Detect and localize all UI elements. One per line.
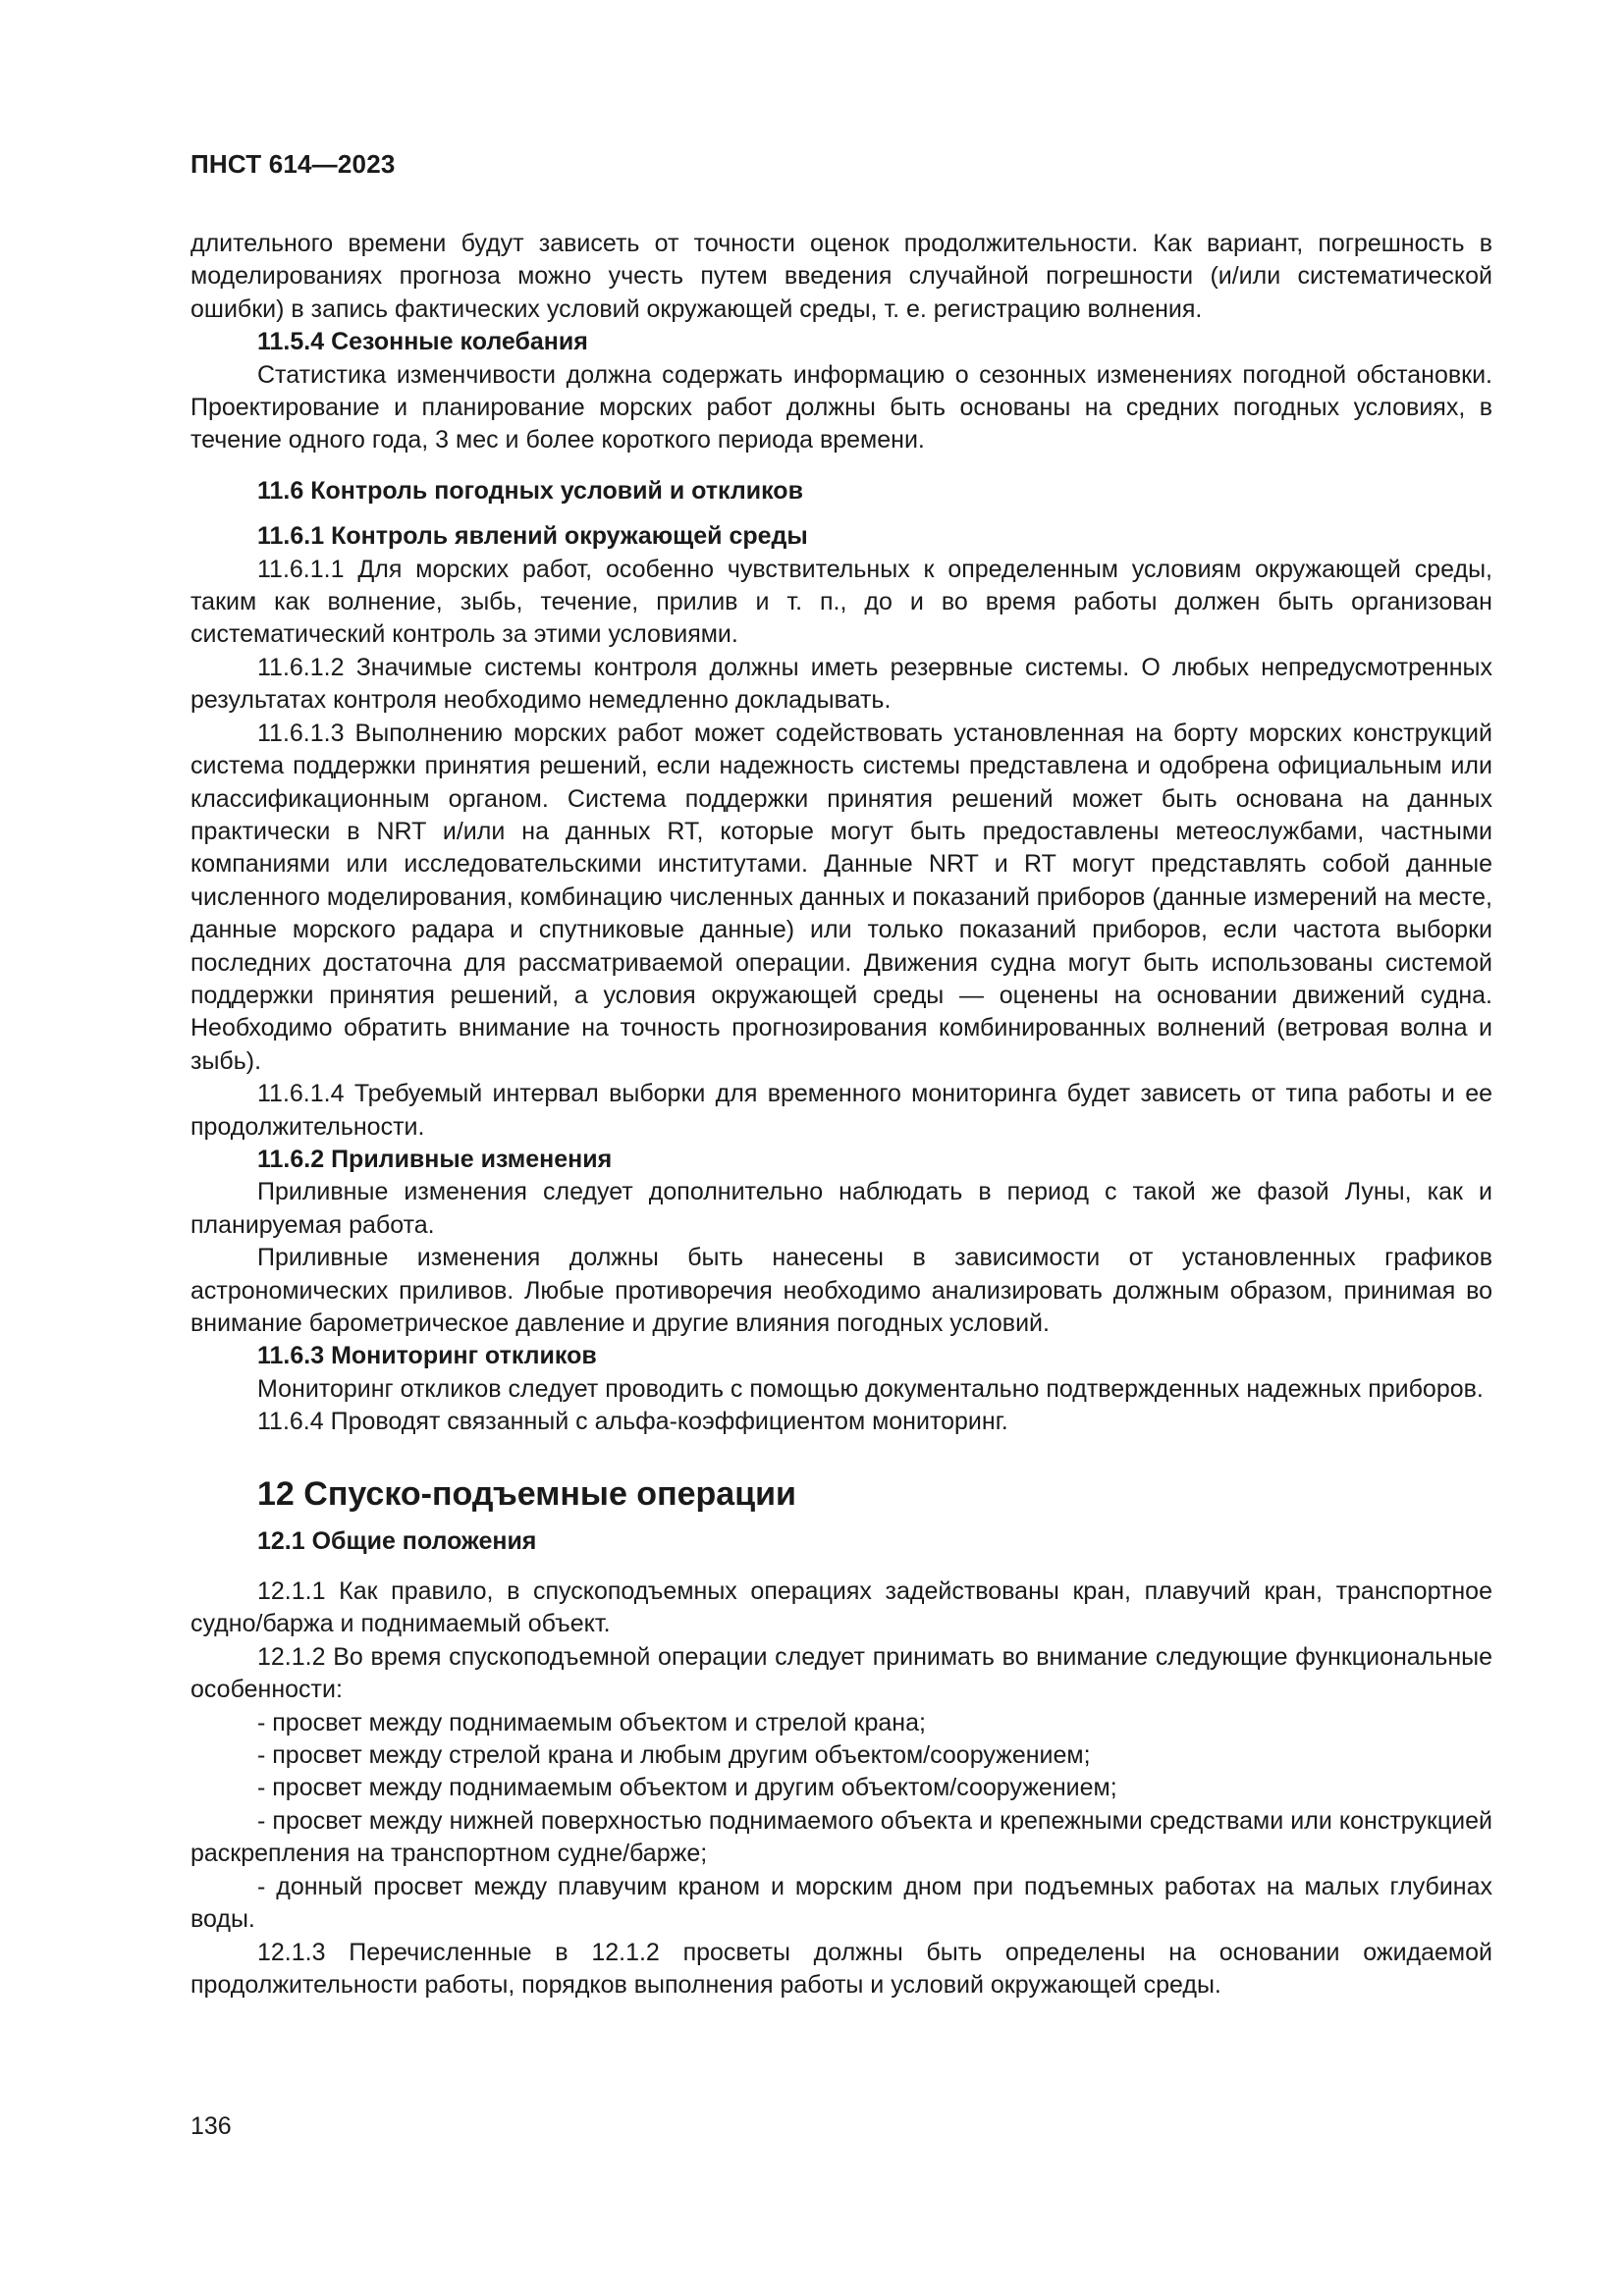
spacer [190,1514,1492,1525]
paragraph: Приливные изменения следует дополнительно наблюдать в период с такой же фазой Луны, как и планируемая работа. [190,1178,1492,1239]
paragraph: 11.6.4 Проводят связанный с альфа-коэффициентом мониторинг. [257,1408,1008,1436]
section-heading: 12.1 Общие положения [257,1526,537,1555]
section-heading: 11.6 Контроль погодных условий и откликов [257,476,803,505]
paragraph: Мониторинг откликов следует проводить с помощью документально подтвержденных надежных приборов. [257,1374,1484,1403]
spacer [190,507,1492,520]
subsection-heading: 11.6.3 Мониторинг откликов [257,1342,597,1370]
paragraph: Статистика изменчивости должна содержать информацию о сезонных изменениях погодной обстановки. Проектирование и планирование морских работ должны быть основаны на средних погодных условиях, в течение одного года, 3 мес и более короткого периода времени. [190,360,1492,454]
chapter-heading: 12 Спуско-подъемные операции [257,1474,796,1513]
subsection-heading: 11.5.4 Сезонные колебания [257,328,588,356]
paragraph: 11.6.1.2 Значимые системы контроля должны иметь резервные системы. О любых непредусмотренных результатах контроля необходимо немедленно докладывать. [190,653,1492,715]
paragraph: длительного времени будут зависеть от точности оценок продолжительности. Как вариант, погрешность в моделированиях прогноза можно учесть путем введения случайной погрешности (и/или систематической ошибки) в запись фактических условий окружающей среды, т. е. регистрацию волнения. [190,230,1492,323]
list-item: - просвет между поднимаемым объектом и другим объектом/сооружением; [257,1774,1117,1802]
spacer [190,1439,1492,1474]
paragraph: 12.1.2 Во время спускоподъемной операции следует принимать во внимание следующие функциональные особенности: [190,1642,1492,1704]
spacer [190,457,1492,475]
list-item: - просвет между поднимаемым объектом и стрелой крана; [257,1708,926,1736]
paragraph: 12.1.3 Перечисленные в 12.1.2 просветы должны быть определены на основании ожидаемой продолжительности работы, порядков выполнения работы и условий окружающей среды. [190,1938,1492,1999]
paragraph: 11.6.1.1 Для морских работ, особенно чувствительных к определенным условиям окружающей среды, таким как волнение, зыбь, течение, прилив и т. п., до и во время работы должен быть организован систематический контроль за этими условиями. [190,555,1492,649]
list-item: - просвет между стрелой крана и любым другим объектом/сооружением; [257,1741,1091,1770]
list-item: - просвет между нижней поверхностью поднимаемого объекта и крепежными средствами или конструкцией раскрепления на транспортном судне/барже; [190,1806,1492,1868]
paragraph: 11.6.1.4 Требуемый интервал выборки для временного мониторинга будет зависеть от типа работы и ее продолжительности. [190,1080,1492,1141]
document-body [190,228,1492,2002]
spacer [190,1558,1492,1575]
paragraph: 12.1.1 Как правило, в спускоподъемных операциях задействованы кран, плавучий кран, транспортное судно/баржа и поднимаемый объект. [190,1577,1492,1638]
paragraph: Приливные изменения должны быть нанесены в зависимости от установленных графиков астрономических приливов. Любые противоречия необходимо анализировать должным образом, принимая во внимание барометрическое давление и другие влияния погодных условий. [190,1244,1492,1337]
paragraph: 11.6.1.3 Выполнению морских работ может содействовать установленная на борту морских конструкций система поддержки принятия решений, если надежность системы представлена и одобрена официальным или классификационным органом. Система поддержки принятия решений может быть основана на данных практически в NRT и/или на данных RT, которые могут быть предоставлены метеослужбами, частными компаниями или исследовательскими институтами. Данные NRT и RT могут представлять собой данные численного моделирования, комбинацию численных данных и показаний приборов (данные измерений на месте, данные морского радара и спутниковые данные) или только показаний приборов, если частота выборки последних достаточна для рассматриваемой операции. Движения судна могут быть использованы системой поддержки принятия решений, а условия окружающей среды — оценены на основании движений судна. Необходимо обратить внимание на точность прогнозирования комбинированных волнений (ветровая волна и зыбь). [190,719,1492,1075]
page-number: 136 [190,2112,232,2140]
list-item: - донный просвет между плавучим краном и морским дном при подъемных работах на малых глубинах воды. [190,1872,1492,1934]
subsection-heading: 11.6.2 Приливные изменения [257,1145,613,1173]
subsection-heading: 11.6.1 Контроль явлений окружающей среды [257,522,808,551]
document-header: ПНСТ 614—2023 [190,149,396,179]
